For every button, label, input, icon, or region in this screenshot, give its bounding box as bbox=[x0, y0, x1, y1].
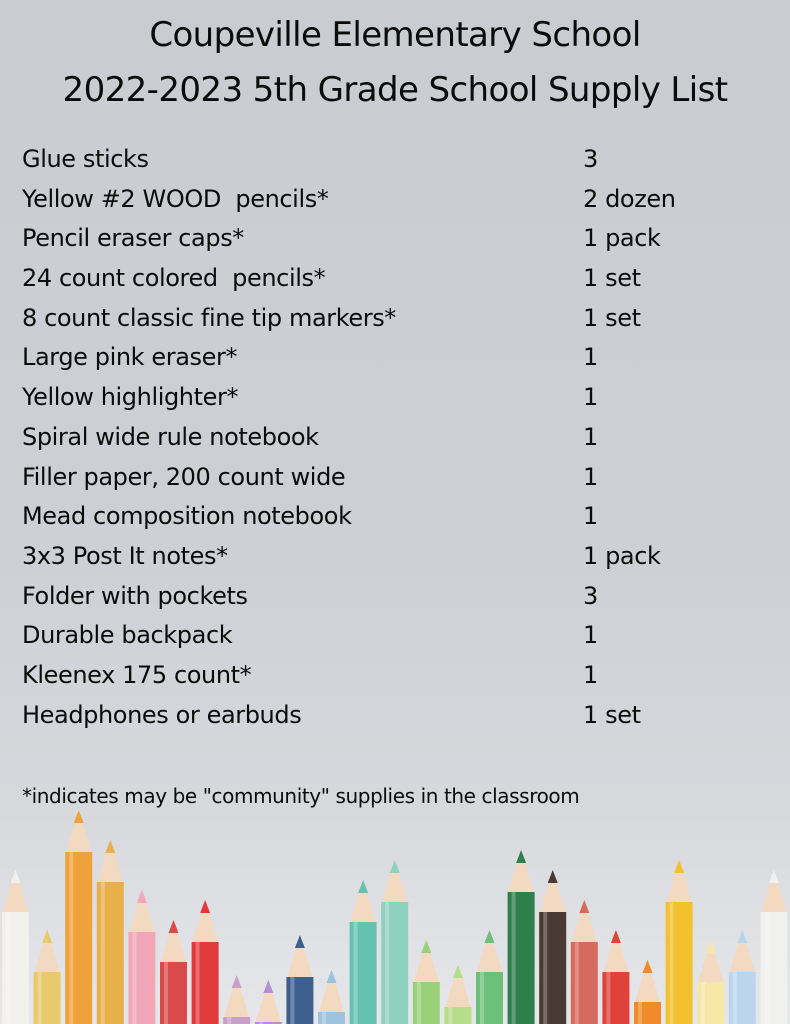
school-name: Coupeville Elementary School bbox=[149, 15, 641, 55]
pencil bbox=[602, 930, 629, 1024]
pencil bbox=[476, 930, 503, 1024]
supply-quantity: 1 set bbox=[583, 303, 641, 332]
supply-row bbox=[22, 656, 782, 696]
supply-item: 8 count classic fine tip markers* bbox=[22, 303, 396, 332]
pencil bbox=[508, 850, 535, 1024]
supply-quantity: 1 pack bbox=[583, 541, 661, 570]
supply-row bbox=[22, 616, 782, 656]
pencil bbox=[192, 900, 219, 1024]
supply-item: Yellow highlighter* bbox=[22, 383, 239, 412]
colored-pencils-image bbox=[0, 780, 790, 1024]
supply-item: Glue sticks bbox=[22, 145, 149, 173]
pencil bbox=[286, 935, 313, 1024]
pencil bbox=[729, 930, 756, 1024]
pencil bbox=[318, 970, 345, 1024]
supply-item: Filler paper, 200 count wide bbox=[22, 462, 346, 491]
pencil bbox=[539, 870, 566, 1024]
supply-quantity: 1 set bbox=[583, 700, 641, 729]
supply-row bbox=[22, 140, 782, 180]
supply-quantity: 1 pack bbox=[583, 224, 661, 253]
supply-item: Yellow #2 WOOD pencils* bbox=[22, 184, 329, 213]
supply-row bbox=[22, 299, 782, 339]
supply-row bbox=[22, 696, 782, 736]
pencil bbox=[634, 960, 661, 1024]
supply-row bbox=[22, 378, 782, 418]
supply-row bbox=[22, 458, 782, 498]
supply-quantity: 2 dozen bbox=[583, 184, 676, 213]
supply-row bbox=[22, 259, 782, 299]
pencil bbox=[223, 975, 250, 1024]
pencil bbox=[760, 870, 787, 1024]
pencil bbox=[255, 980, 282, 1024]
supply-quantity: 1 bbox=[583, 462, 598, 491]
supply-row bbox=[22, 497, 782, 537]
supply-quantity: 1 bbox=[583, 343, 598, 372]
supply-row bbox=[22, 219, 782, 259]
supply-item: 24 count colored pencils* bbox=[22, 264, 326, 293]
supply-row bbox=[22, 180, 782, 220]
supply-quantity: 1 set bbox=[583, 264, 641, 293]
supply-row bbox=[22, 338, 782, 378]
supply-item: Mead composition notebook bbox=[22, 502, 352, 531]
pencil bbox=[350, 880, 377, 1024]
supply-quantity: 3 bbox=[583, 145, 598, 173]
supply-item: Pencil eraser caps* bbox=[22, 224, 244, 253]
pencil bbox=[65, 810, 92, 1024]
pencil bbox=[381, 860, 408, 1024]
supply-row bbox=[22, 418, 782, 458]
footnote: *indicates may be "community" supplies in the classroom bbox=[22, 784, 580, 808]
pencil bbox=[2, 870, 29, 1024]
supply-list bbox=[22, 140, 782, 735]
supply-item: Large pink eraser* bbox=[22, 343, 238, 372]
supply-item: Folder with pockets bbox=[22, 581, 248, 610]
pencil bbox=[571, 900, 598, 1024]
pencil bbox=[97, 840, 124, 1024]
supply-row bbox=[22, 577, 782, 617]
supply-row bbox=[22, 537, 782, 577]
supply-item: Headphones or earbuds bbox=[22, 700, 302, 729]
supply-quantity: 1 bbox=[583, 383, 598, 412]
pencil bbox=[128, 890, 155, 1024]
pencil bbox=[444, 965, 471, 1024]
pencil bbox=[34, 930, 61, 1024]
supply-quantity: 1 bbox=[583, 502, 598, 531]
supply-quantity: 1 bbox=[583, 422, 598, 451]
supply-item: Durable backpack bbox=[22, 621, 233, 650]
page-title: 2022-2023 5th Grade School Supply List bbox=[62, 70, 728, 110]
pencil bbox=[666, 860, 693, 1024]
supply-item: Kleenex 175 count* bbox=[22, 660, 252, 689]
supply-quantity: 1 bbox=[583, 621, 598, 650]
supply-quantity: 1 bbox=[583, 660, 598, 689]
pencil bbox=[160, 920, 187, 1024]
supply-quantity: 3 bbox=[583, 581, 598, 610]
supply-item: 3x3 Post It notes* bbox=[22, 541, 228, 570]
pencil bbox=[697, 940, 724, 1024]
supply-item: Spiral wide rule notebook bbox=[22, 422, 319, 451]
pencil bbox=[413, 940, 440, 1024]
